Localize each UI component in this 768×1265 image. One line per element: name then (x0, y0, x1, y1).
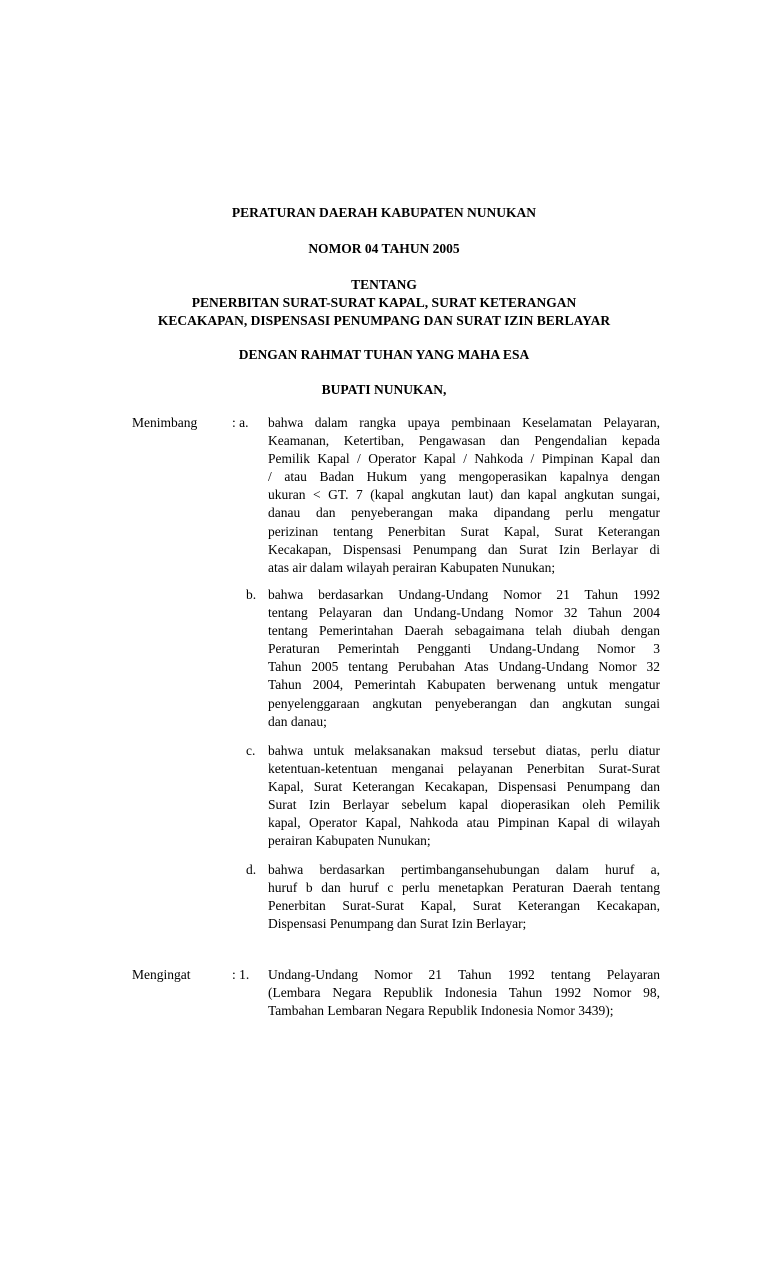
regulation-title: PERATURAN DAERAH KABUPATEN NUNUKAN (231, 205, 537, 220)
menimbang-item-d-text (268, 861, 660, 933)
menimbang-item-c-text (268, 742, 660, 851)
menimbang-item-a-marker: : a. (232, 415, 249, 430)
text-line: perairan Kabupaten Nunukan; (268, 833, 431, 849)
text-line: Undang-Undang Nomor 21 Tahun 1992 tentang Pelayaran (268, 967, 660, 982)
text-line: huruf b dan huruf c perlu menetapkan Peraturan Daerah tentang (268, 880, 660, 896)
text-line: Dispensasi Penumpang dan Surat Izin Berlayar; (268, 916, 527, 932)
text-line: Tahun 2005 tentang Perubahan Atas Undang-Undang Nomor 32 (268, 659, 660, 675)
menimbang-item-d-marker: d. (246, 862, 257, 877)
about-heading: TENTANG (351, 277, 417, 292)
text-line: Kecakapan, Dispensasi Penumpang dan Surat Izin Berlayar di (268, 541, 660, 557)
text-line: Tahun 2004, Pemerintah Kabupaten berwenang untuk mengatur (268, 677, 660, 693)
text-line: dan danau; (268, 713, 327, 729)
text-line: Penerbitan Surat-Surat Kapal, Surat Keterangan Kecakapan, (268, 898, 660, 914)
invocation-line: DENGAN RAHMAT TUHAN YANG MAHA ESA (238, 347, 530, 362)
text-line: Pemilik Kapal / Operator Kapal / Nahkoda / Pimpinan Kapal dan (268, 451, 660, 467)
menimbang-label: Menimbang (132, 415, 198, 430)
text-line: bahwa untuk melaksanakan maksud tersebut diatas, perlu diatur (268, 743, 660, 758)
menimbang-item-c-marker: c. (246, 743, 256, 758)
text-line: bahwa berdasarkan pertimbangansehubungan dalam huruf a, (268, 862, 660, 877)
regulation-number: NOMOR 04 TAHUN 2005 (308, 241, 460, 256)
text-line: (Lembara Negara Republik Indonesia Tahun 1992 Nomor 98, (268, 985, 660, 1001)
mengingat-item-1-text (268, 966, 660, 1020)
text-line: ketentuan-ketentuan menganai pelayanan Penerbitan Surat-Surat (268, 761, 660, 777)
text-line: penyelenggaraan angkutan penyeberangan dan angkutan sungai (268, 695, 660, 711)
subject-line-2: KECAKAPAN, DISPENSASI PENUMPANG DAN SURAT IZIN BERLAYAR (157, 313, 611, 328)
authority-line: BUPATI NUNUKAN, (321, 382, 447, 397)
menimbang-item-a-text (268, 414, 660, 577)
text-line: Kapal, Surat Keterangan Kecakapan, Dispensasi Penumpang dan (268, 779, 660, 795)
menimbang-item-b-text (268, 586, 660, 731)
mengingat-label: Mengingat (132, 967, 191, 982)
text-line: atas air dalam wilayah perairan Kabupaten Nunukan; (268, 559, 556, 575)
mengingat-item-1-marker: : 1. (232, 967, 250, 982)
text-line: perizinan tentang Penerbitan Surat Kapal, Surat Keterangan (268, 523, 660, 539)
menimbang-item-b-marker: b. (246, 587, 257, 602)
text-line: / atau Badan Hukum yang mengoperasikan kapalnya dengan (268, 469, 660, 485)
text-line: ukuran < GT. 7 (kapal angkutan laut) dan kapal angkutan sungai, (268, 487, 660, 503)
text-line: kapal, Operator Kapal, Nahkoda atau Pimpinan Kapal di wilayah (268, 815, 660, 831)
text-line: Tambahan Lembaran Negara Republik Indonesia Nomor 3439); (268, 1003, 614, 1019)
subject-line-1: PENERBITAN SURAT-SURAT KAPAL, SURAT KETERANGAN (191, 295, 577, 310)
text-line: Surat Izin Berlayar sebelum kapal dioperasikan oleh Pemilik (268, 797, 660, 813)
text-line: Peraturan Pemerintah Pengganti Undang-Undang Nomor 3 (268, 641, 660, 657)
text-line: danau dan penyeberangan maka dipandang perlu mengatur (268, 505, 660, 521)
text-line: Keamanan, Ketertiban, Pengawasan dan Pengendalian kepada (268, 433, 660, 449)
text-line: bahwa dalam rangka upaya pembinaan Keselamatan Pelayaran, (268, 415, 660, 430)
text-line: tentang Pemerintahan Daerah sebagaimana telah diubah dengan (268, 623, 660, 639)
text-line: tentang Pelayaran dan Undang-Undang Nomor 32 Tahun 2004 (268, 605, 660, 621)
text-line: bahwa berdasarkan Undang-Undang Nomor 21 Tahun 1992 (268, 587, 660, 602)
